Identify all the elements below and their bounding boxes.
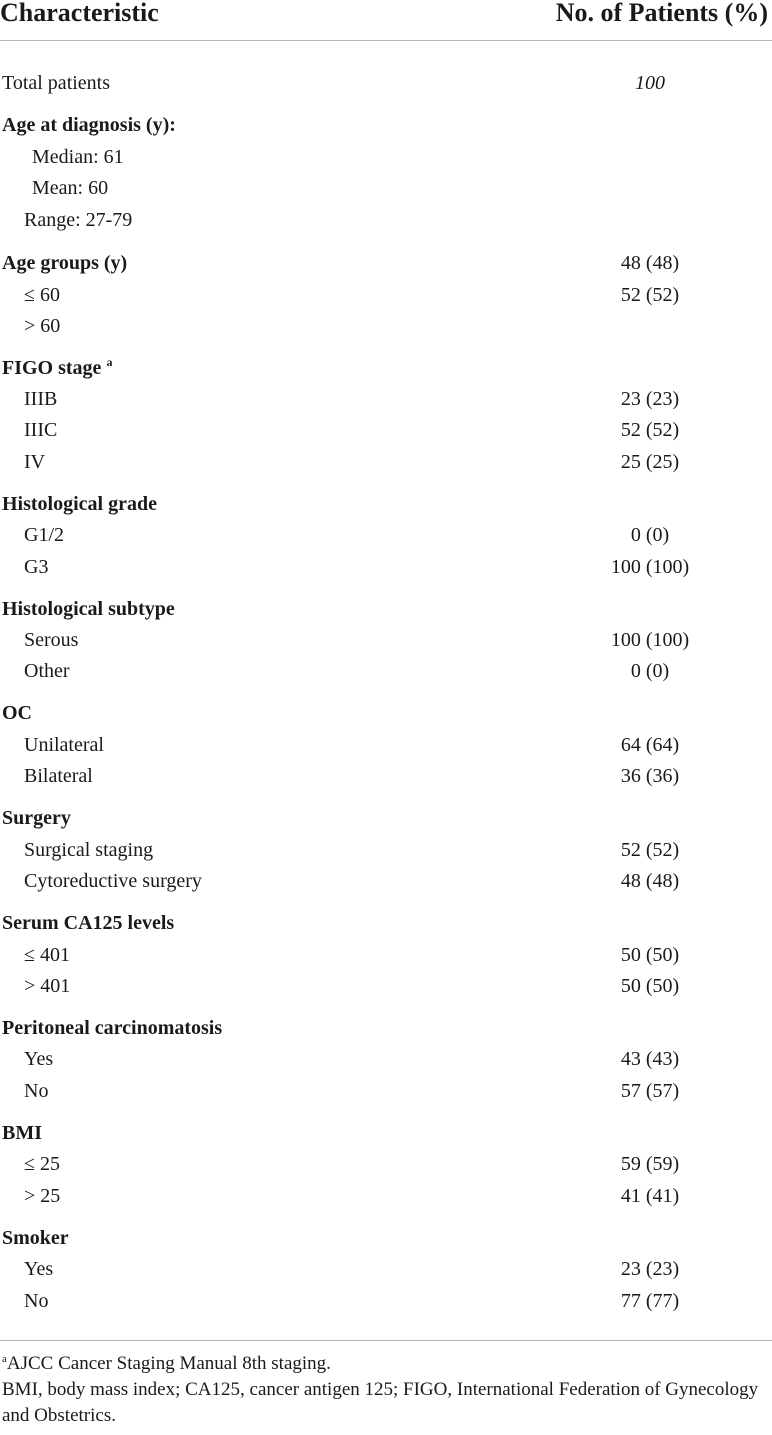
table-row	[0, 447, 772, 478]
row-label: Cytoreductive surgery	[24, 870, 202, 892]
section-heading	[0, 248, 772, 279]
row-label-text: FIGO stage	[2, 357, 102, 379]
row-value: 50 (50)	[620, 944, 680, 966]
row-label: ≤ 401	[24, 944, 70, 966]
row-label: Histological subtype	[2, 598, 175, 620]
row-label: Smoker	[2, 1227, 69, 1249]
section-heading	[0, 353, 772, 384]
table-row	[0, 761, 772, 792]
table-row	[0, 1286, 772, 1317]
section-heading	[0, 1118, 772, 1149]
table-row	[0, 835, 772, 866]
table-row	[0, 205, 772, 236]
row-value: 25 (25)	[620, 451, 680, 473]
table-row	[0, 1076, 772, 1107]
row-value: 57 (57)	[620, 1080, 680, 1102]
row-label: BMI	[2, 1122, 42, 1144]
section-heading	[0, 698, 772, 729]
row-value: 0 (0)	[630, 524, 670, 546]
row-label: > 401	[24, 975, 71, 997]
row-label: ≤ 60	[24, 284, 60, 306]
row-value: 59 (59)	[620, 1153, 680, 1175]
row-value: 48 (48)	[620, 252, 680, 274]
row-label: Unilateral	[24, 734, 104, 756]
table-row	[0, 280, 772, 311]
footnote-text: AJCC Cancer Staging Manual 8th staging.	[6, 1353, 331, 1374]
section-heading	[0, 110, 772, 141]
footnote-marker: a	[106, 355, 113, 369]
row-value: 43 (43)	[620, 1048, 680, 1070]
table-row	[0, 1044, 772, 1075]
table-footnotes	[0, 1340, 772, 1429]
row-label: Peritoneal carcinomatosis	[2, 1017, 223, 1039]
row-label: Serous	[24, 629, 79, 651]
row-value: 50 (50)	[620, 975, 680, 997]
row-label: Histological grade	[2, 493, 157, 515]
row-label: Range: 27-79	[24, 209, 133, 231]
table-row	[0, 68, 772, 99]
row-label: IIIC	[24, 419, 58, 441]
table-row	[0, 866, 772, 897]
table-row	[0, 656, 772, 687]
row-label: Serum CA125 levels	[2, 912, 175, 934]
row-label	[2, 353, 112, 384]
section-heading	[0, 594, 772, 625]
row-value: 36 (36)	[620, 765, 680, 787]
header-patients: No. of Patients (%)	[555, 0, 768, 27]
row-label: Mean: 60	[32, 177, 109, 199]
row-value: 23 (23)	[620, 388, 680, 410]
footnote-marker: a	[2, 1353, 7, 1365]
row-label: Yes	[24, 1048, 54, 1070]
row-value: 41 (41)	[620, 1185, 680, 1207]
table-row	[0, 730, 772, 761]
section-heading	[0, 489, 772, 520]
row-label: G3	[24, 556, 49, 578]
row-value: 52 (52)	[620, 419, 680, 441]
row-label: Median: 61	[32, 146, 124, 168]
section-heading	[0, 908, 772, 939]
row-value: 77 (77)	[620, 1290, 680, 1312]
row-value: 64 (64)	[620, 734, 680, 756]
table-row	[0, 142, 772, 173]
row-value: 100 (100)	[610, 556, 690, 578]
table-row	[0, 1181, 772, 1212]
table-row	[0, 1254, 772, 1285]
row-value: 100	[635, 72, 665, 94]
row-value: 23 (23)	[620, 1258, 680, 1280]
row-value: 48 (48)	[620, 870, 680, 892]
section-heading	[0, 803, 772, 834]
table-row	[0, 384, 772, 415]
row-label: Bilateral	[24, 765, 93, 787]
table-row	[0, 415, 772, 446]
table-header	[0, 0, 772, 41]
row-value: 52 (52)	[620, 284, 680, 306]
row-label: Surgery	[2, 807, 71, 829]
table-row	[0, 311, 772, 342]
row-label: IIIB	[24, 388, 58, 410]
table-row	[0, 940, 772, 971]
row-label: Age groups (y)	[2, 252, 128, 274]
row-label: Total patients	[2, 72, 111, 94]
row-label: Other	[24, 660, 70, 682]
table-row	[0, 625, 772, 656]
row-label: Yes	[24, 1258, 54, 1280]
row-label: Age at diagnosis (y):	[2, 114, 176, 136]
section-heading	[0, 1223, 772, 1254]
row-label: OC	[2, 702, 32, 724]
table-row	[0, 552, 772, 583]
row-label: IV	[24, 451, 46, 473]
section-heading	[0, 1013, 772, 1044]
row-value: 100 (100)	[610, 629, 690, 651]
abbreviations-note: BMI, body mass index; CA125, cancer antigen 125; FIGO, International Federation of Gynecology and Obstetrics.	[2, 1379, 759, 1426]
row-label: G1/2	[24, 524, 64, 546]
row-value: 0 (0)	[630, 660, 670, 682]
table-row	[0, 971, 772, 1002]
row-label: > 25	[24, 1185, 61, 1207]
row-label: No	[24, 1080, 49, 1102]
table-row	[0, 520, 772, 551]
row-label: No	[24, 1290, 49, 1312]
table-row	[0, 1149, 772, 1180]
row-label: Surgical staging	[24, 839, 154, 861]
footnote-a	[0, 1351, 772, 1377]
row-label: ≤ 25	[24, 1153, 60, 1175]
row-label: > 60	[24, 315, 61, 337]
table-row	[0, 173, 772, 204]
header-characteristic: Characteristic	[0, 0, 159, 27]
row-value: 52 (52)	[620, 839, 680, 861]
